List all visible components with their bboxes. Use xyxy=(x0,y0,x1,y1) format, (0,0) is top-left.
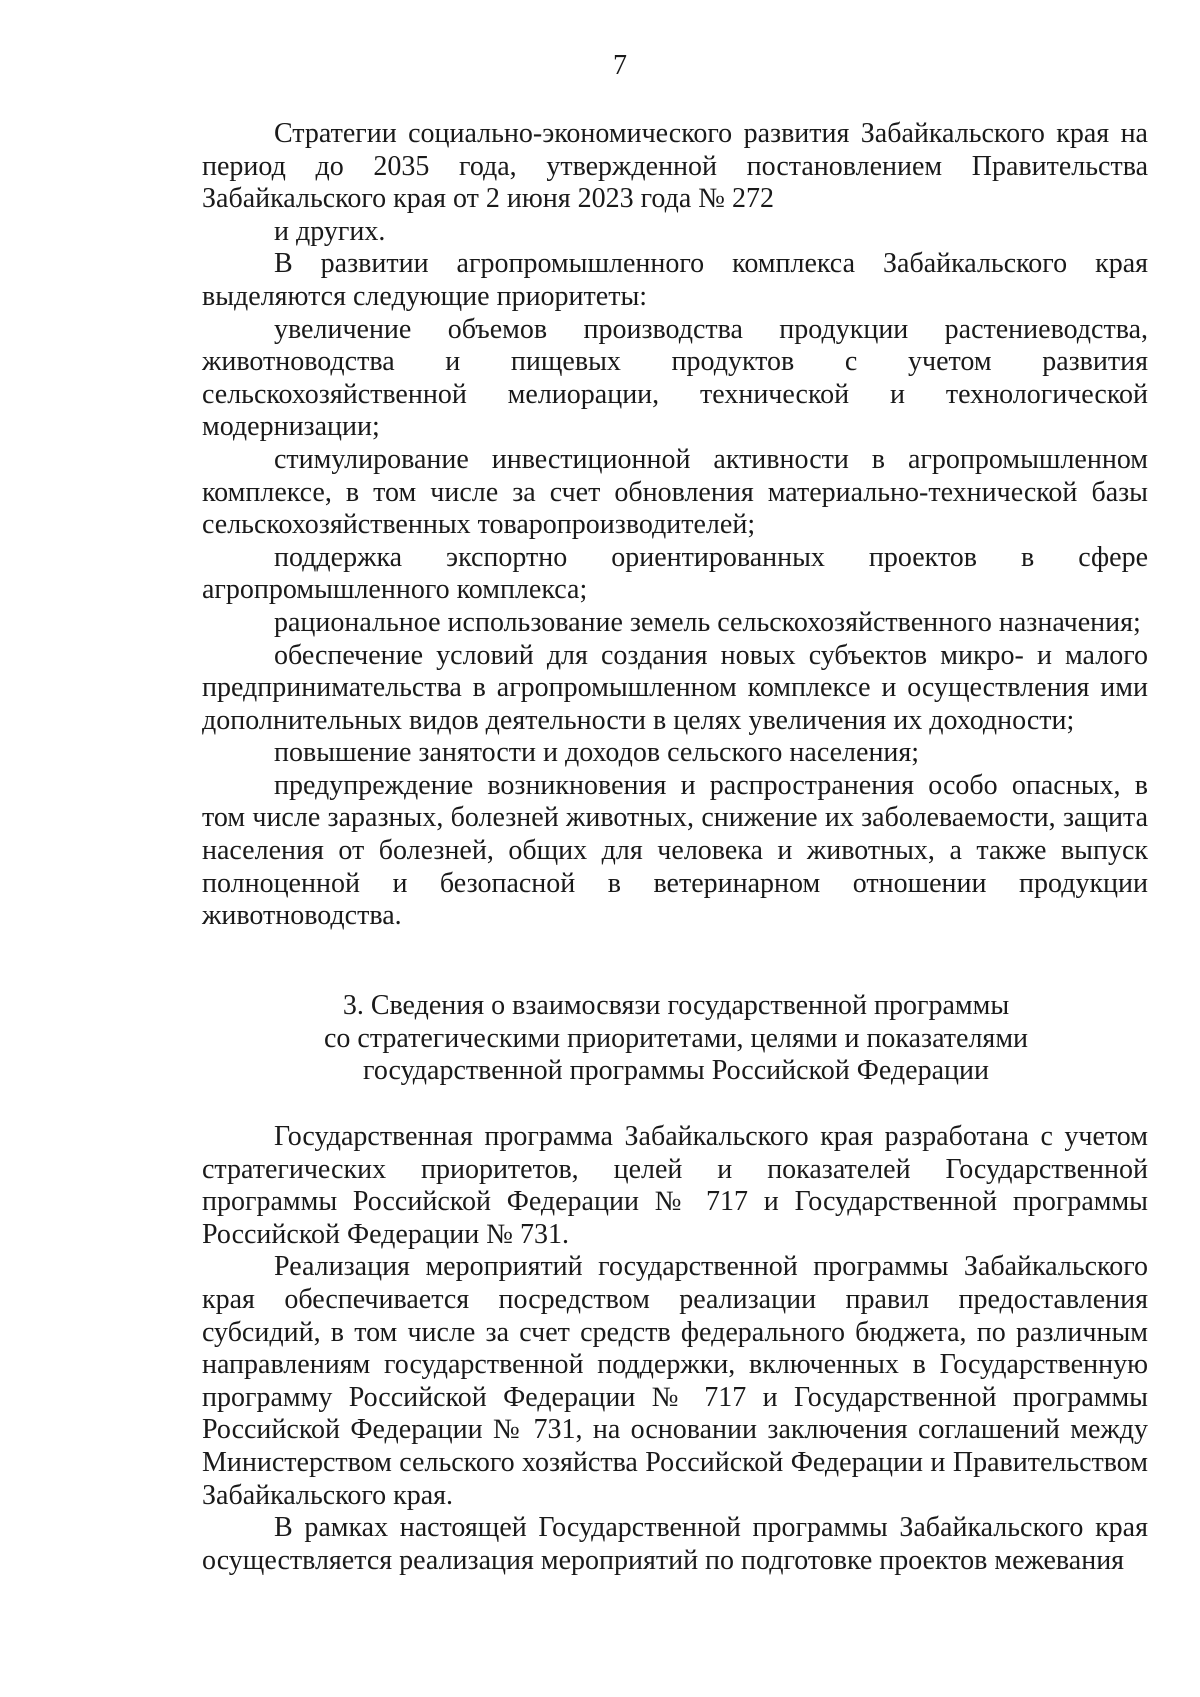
paragraph: Реализация мероприятий государственной программы Забайкальского края обеспечивается посредством реализации правил предоставления субсидий, в том числе за счет средств федерального бюджета, по различным направлениям государственной поддержки, включенных в Государственную программу Российской Федерации № 717 и Государственной программы Российской Федерации № 731, на основании заключения соглашений между Министерством сельского хозяйства Российской Федерации и Правительством Забайкальского края. xyxy=(202,1251,1148,1511)
section-heading-line: государственной программы Российской Федерации xyxy=(363,1055,989,1087)
page-number: 7 xyxy=(613,50,627,81)
list-item: обеспечение условий для создания новых субъектов микро- и малого предпринимательства в агропромышленном комплексе и осуществления ими дополнительных видов деятельности в целях увеличения их доходности; xyxy=(202,639,1148,736)
section-heading-line: со стратегическими приоритетами, целями и показателями xyxy=(323,1022,1029,1054)
list-item: рациональное использование земель сельскохозяйственного назначения; xyxy=(274,606,1141,638)
paragraph: В рамках настоящей Государственной программы Забайкальского края осуществляется реализация мероприятий по подготовке проектов межевания xyxy=(202,1512,1148,1576)
body-text-top xyxy=(202,118,1148,933)
paragraph: и других. xyxy=(274,215,386,247)
paragraph: В развитии агропромышленного комплекса Забайкальского края выделяются следующие приоритеты: xyxy=(202,248,1148,312)
section-heading-line: 3. Сведения о взаимосвязи государственной программы xyxy=(342,990,1010,1021)
list-item: повышение занятости и доходов сельского населения; xyxy=(274,737,920,769)
body-text-bottom xyxy=(202,1121,1148,1577)
section-heading xyxy=(230,990,1122,1088)
list-item: поддержка экспортно ориентированных проектов в сфере агропромышленного комплекса; xyxy=(202,541,1148,606)
list-item: предупреждение возникновения и распространения особо опасных, в том числе заразных, болезней животных, снижение их заболеваемости, защита населения от болезней, общих для человека и животных, а также выпуск полноценной и безопасной в ветеринарном отношении продукции животноводства. xyxy=(202,769,1148,932)
paragraph: Стратегии социально-экономического развития Забайкальского края на период до 2035 года, утвержденной постановлением Правительства Забайкальского края от 2 июня 2023 года № 272 xyxy=(202,118,1148,215)
list-item: увеличение объемов производства продукции растениеводства, животноводства и пищевых продуктов с учетом развития сельскохозяйственной мелиорации, технической и технологической модернизации; xyxy=(202,313,1148,443)
list-item: стимулирование инвестиционной активности в агропромышленном комплексе, в том числе за счет обновления материально-технической базы сельскохозяйственных товаропроизводителей; xyxy=(202,443,1148,541)
paragraph: Государственная программа Забайкальского края разработана с учетом стратегических приоритетов, целей и показателей Государственной программы Российской Федерации № 717 и Государственной программы Российской Федерации № 731. xyxy=(202,1121,1148,1250)
